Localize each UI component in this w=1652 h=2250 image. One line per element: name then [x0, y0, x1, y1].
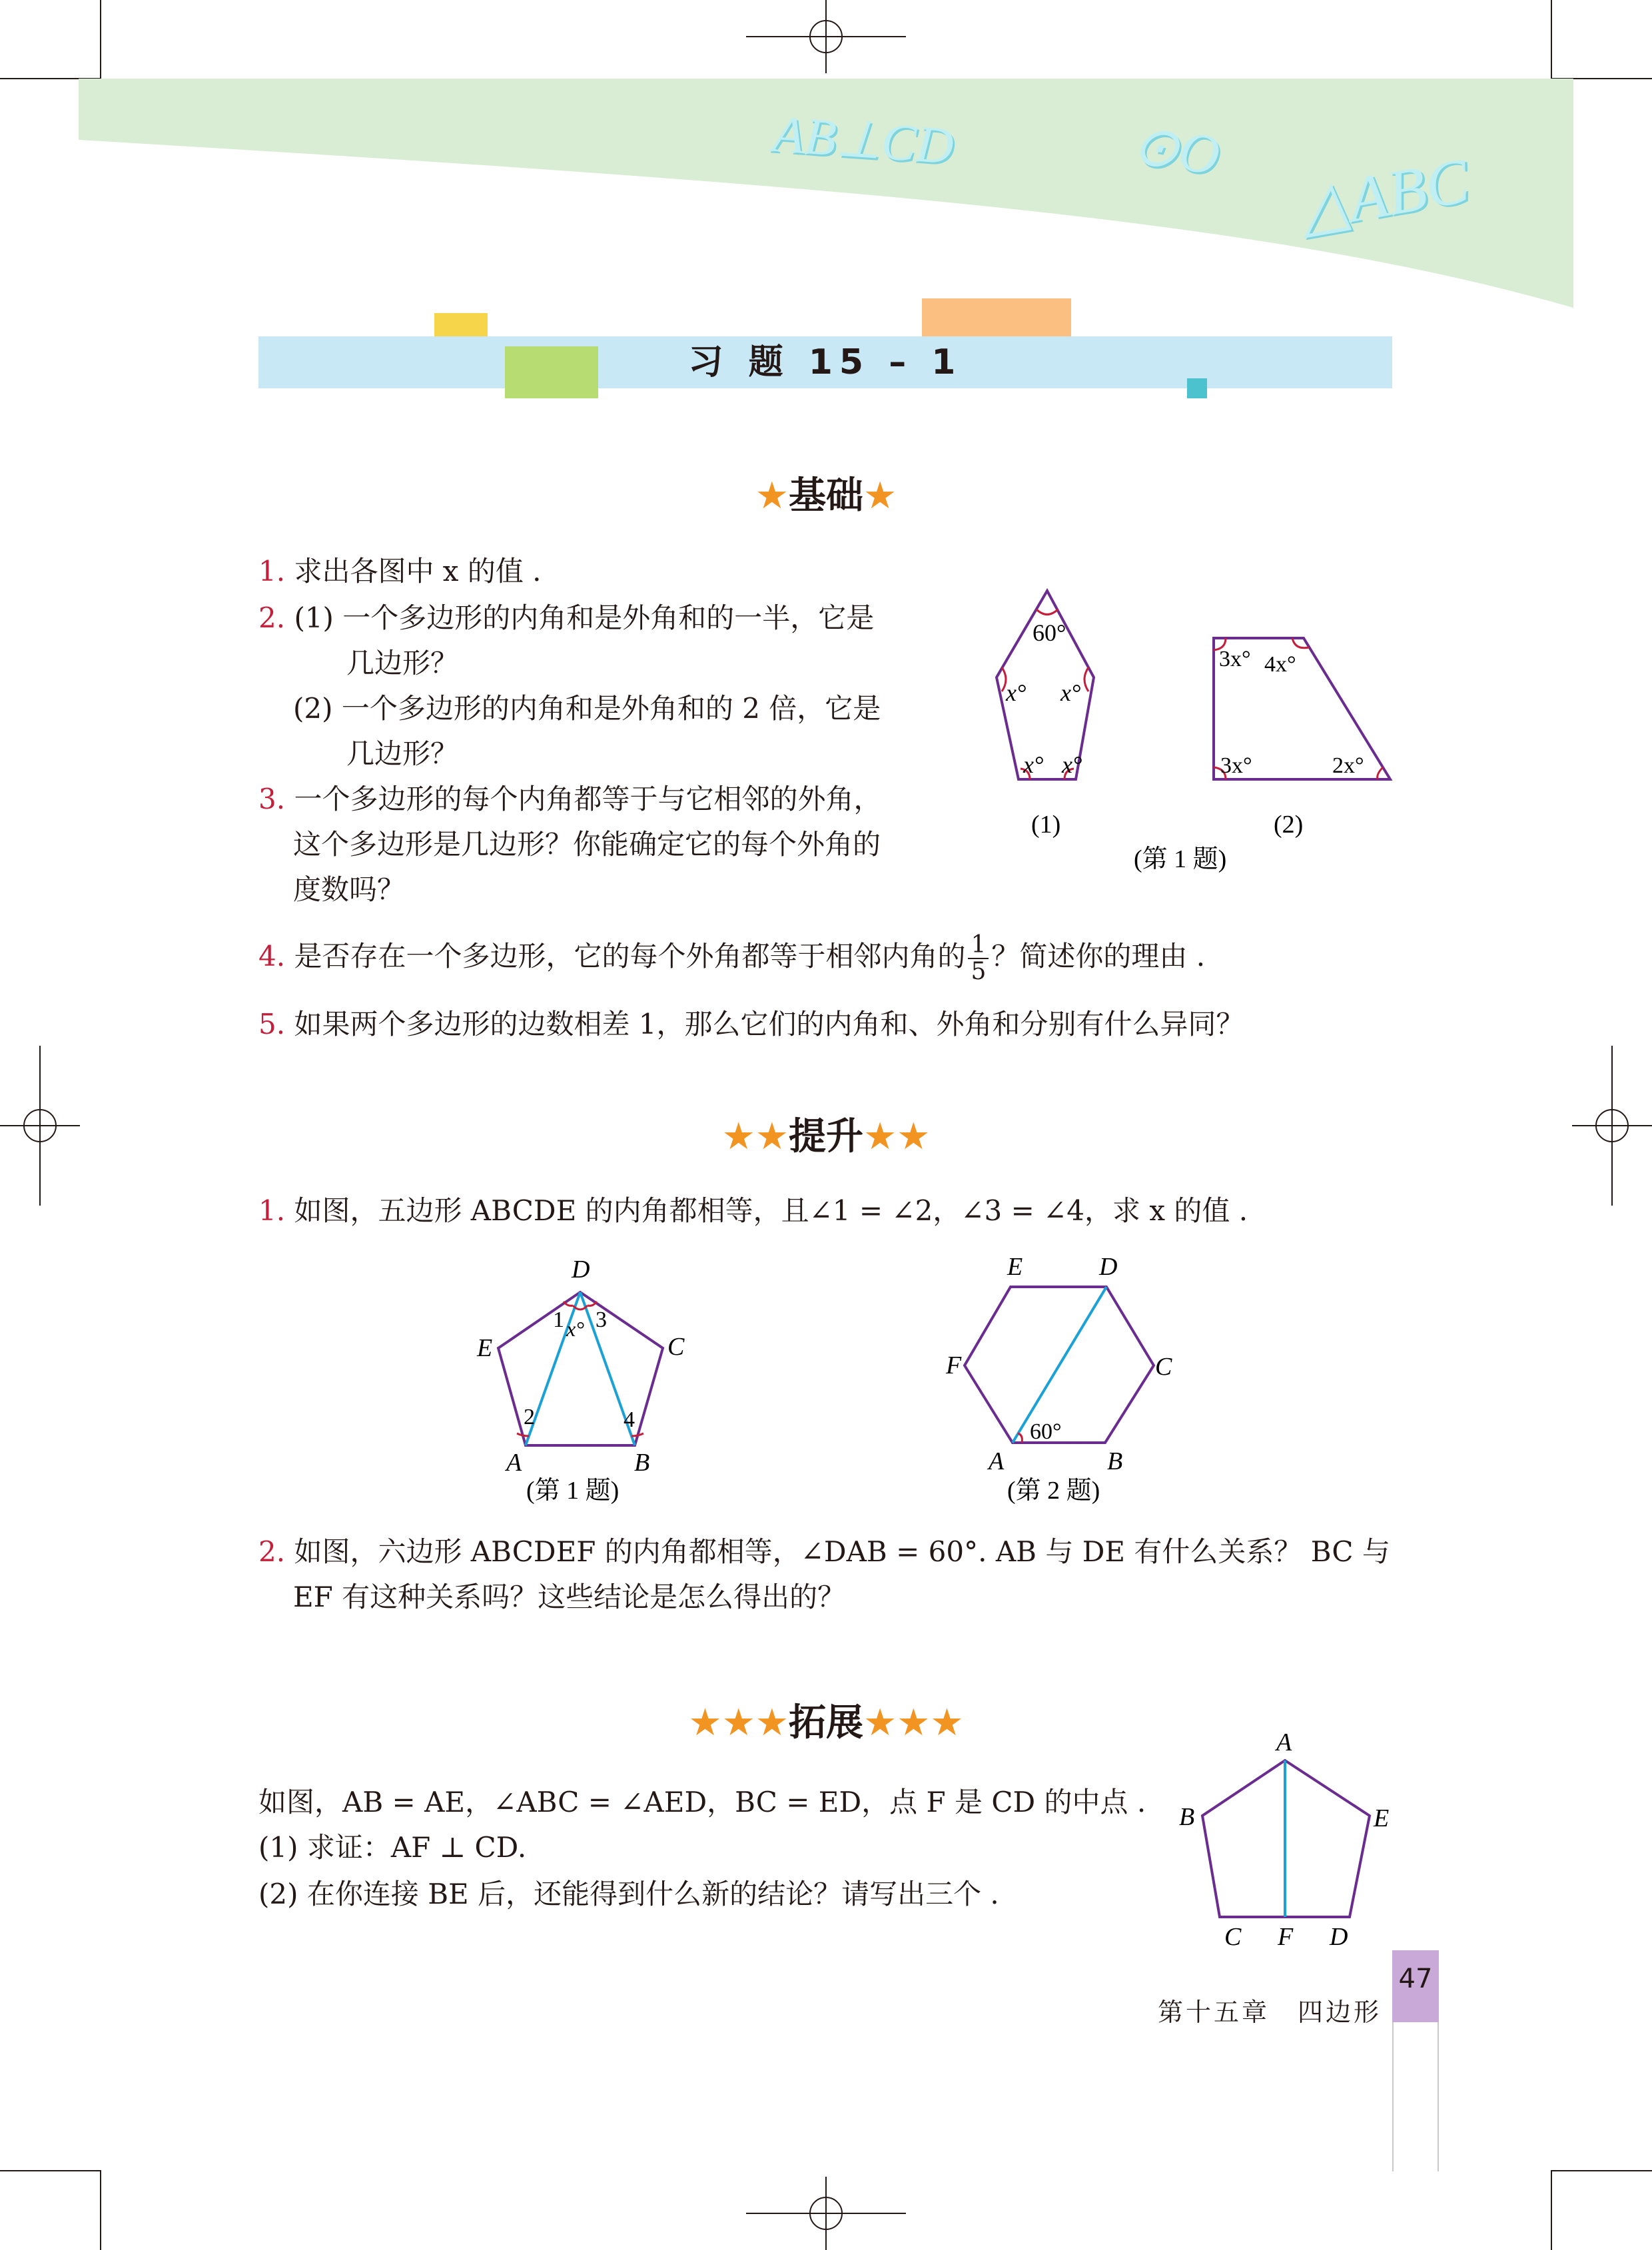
- problem-number: 3.: [258, 783, 286, 815]
- problem-text: 如果两个多边形的边数相差 1，那么它们的内角和、外角和分别有什么异同？: [294, 1008, 1244, 1040]
- problem-number: 4.: [258, 940, 286, 972]
- deco-block-orange: [922, 298, 1071, 337]
- deco-block-green: [505, 346, 598, 398]
- vertex-label: E: [1007, 1253, 1023, 1281]
- angle-arc: [564, 1302, 573, 1306]
- angle-label: 4x°: [1264, 652, 1296, 677]
- sub-label: (2): [1274, 811, 1304, 839]
- angle-label: 60°: [1030, 1419, 1062, 1444]
- vertex-label: D: [1099, 1253, 1118, 1281]
- page-edge-lines: [1392, 2022, 1439, 2171]
- angle-label: x°: [1060, 679, 1081, 706]
- star-icon: ★: [863, 474, 897, 518]
- fraction-numerator: 1: [968, 933, 989, 959]
- problem-basic-2b: (2) 一个多边形的内角和是外角和的 2 倍，它是: [293, 692, 881, 725]
- problem-basic-3-line3: 度数吗？: [293, 873, 406, 906]
- vertex-label: B: [634, 1449, 650, 1477]
- angle-arc: [588, 1302, 597, 1306]
- vertex-label: D: [1330, 1923, 1348, 1951]
- crop-mark: [1552, 2170, 1652, 2171]
- problem-advanced-2-line2: EF 有这种关系吗？这些结论是怎么得出的？: [293, 1581, 846, 1613]
- section-advanced-heading: [0, 1107, 1652, 1160]
- problem-basic-2a: [258, 601, 874, 635]
- figure-advanced-2: [933, 1246, 1199, 1505]
- vertex-label: C: [1224, 1923, 1242, 1951]
- registration-mark-bottom: [746, 2177, 906, 2250]
- angle-label: 3: [596, 1308, 607, 1332]
- figure-advanced-1: [466, 1252, 733, 1505]
- angle-label: 4: [623, 1407, 635, 1432]
- angle-label: 2: [524, 1405, 535, 1429]
- problem-number: 2.: [258, 601, 286, 634]
- problem-basic-4: [258, 933, 1205, 984]
- vertex-label: B: [1179, 1803, 1195, 1831]
- problem-text: (1) 一个多边形的内角和是外角和的一半，它是: [294, 601, 875, 634]
- angle-label: x°: [1006, 679, 1027, 706]
- star-icon: ★★: [863, 1115, 931, 1158]
- angle-label: 2x°: [1332, 753, 1364, 778]
- section-extension-label: 拓展: [789, 1701, 863, 1744]
- banner-deco-perpendicular: AB⊥CD: [771, 104, 956, 175]
- vertex-label: E: [1374, 1804, 1390, 1832]
- banner-deco-circle: ⊙O: [1128, 113, 1224, 187]
- problem-text: 如图，六边形 ABCDEF 的内角都相等，∠DAB = 60°. AB 与 DE 有什么关系？ BC 与: [294, 1535, 1390, 1568]
- fraction: [968, 933, 989, 984]
- figure-caption: (第 1 题): [1134, 845, 1227, 873]
- problem-number: 5.: [258, 1008, 286, 1040]
- problem-basic-2a-cont: 几边形？: [346, 647, 459, 679]
- crop-mark: [1551, 2170, 1552, 2250]
- angle-arc: [1378, 767, 1383, 779]
- angle-label: x°: [1062, 751, 1082, 778]
- problem-extension-q2: (2) 在你连接 BE 后，还能得到什么新的结论？请写出三个 .: [258, 1878, 999, 1910]
- vertex-label: A: [1276, 1728, 1292, 1756]
- problem-extension-q1: (1) 求证：AF ⊥ CD.: [258, 1831, 527, 1864]
- sub-label: (1): [1031, 811, 1061, 839]
- figure-extension: [1159, 1725, 1426, 1952]
- problem-advanced-2: [258, 1535, 1390, 1569]
- problem-text: 是否存在一个多边形，它的每个外角都等于相邻内角的: [294, 940, 966, 972]
- vertex-label: F: [946, 1351, 962, 1379]
- fraction-denominator: 5: [971, 958, 987, 985]
- problem-basic-1: [258, 554, 542, 589]
- problem-basic-3: [258, 782, 881, 817]
- problem-text-after: ？简述你的理由 .: [991, 940, 1206, 972]
- problem-advanced-1: [258, 1194, 1248, 1228]
- angle-label: x°: [566, 1317, 584, 1341]
- problem-number: 1.: [258, 1194, 286, 1227]
- angle-arc: [1084, 667, 1088, 691]
- deco-block-cyan: [1187, 378, 1207, 398]
- chapter-title: 第十五章 四边形: [1158, 1998, 1382, 2027]
- problem-text: 一个多边形的每个内角都等于与它相邻的外角，: [294, 783, 882, 815]
- vertex-label: E: [477, 1334, 493, 1362]
- angle-label: 1: [553, 1308, 564, 1332]
- star-icon: ★: [755, 474, 789, 518]
- title-bar: [258, 336, 1392, 388]
- section-advanced-label: 提升: [789, 1115, 863, 1158]
- exercise-title: 习 题 15 – 1: [688, 342, 963, 382]
- angle-label: 60°: [1032, 619, 1066, 646]
- section-basic-label: 基础: [789, 474, 863, 518]
- angle-arc: [1036, 609, 1058, 615]
- angle-label: 3x°: [1219, 647, 1251, 671]
- crop-mark: [100, 2170, 101, 2250]
- vertex-label: A: [989, 1447, 1005, 1475]
- figure-basic-1: [979, 579, 1406, 893]
- problem-number: 1.: [258, 555, 286, 587]
- angle-label: 3x°: [1220, 753, 1252, 778]
- problem-extension-intro: 如图，AB = AE，∠ABC = ∠AED，BC = ED，点 F 是 CD 的中点 .: [258, 1786, 1146, 1818]
- vertex-label: C: [1155, 1353, 1172, 1381]
- vertex-label: A: [506, 1449, 522, 1477]
- problem-basic-3-line2: 这个多边形是几边形？你能确定它的每个外角的: [293, 828, 881, 861]
- star-icon: ★★★: [688, 1701, 789, 1744]
- vertex-label: B: [1107, 1447, 1123, 1475]
- banner-deco-triangle: △ABC: [1294, 144, 1474, 244]
- vertex-label: D: [572, 1256, 590, 1284]
- figure-caption: (第 2 题): [1007, 1477, 1100, 1505]
- problem-basic-2b-cont: 几边形？: [346, 737, 459, 770]
- crop-mark: [0, 2170, 101, 2171]
- vertex-label: C: [667, 1333, 685, 1361]
- problem-text: 如图，五边形 ABCDE 的内角都相等，且∠1 = ∠2，∠3 = ∠4，求 x 的值 .: [294, 1194, 1248, 1227]
- star-icon: ★★: [721, 1115, 789, 1158]
- figure-caption: (第 1 题): [526, 1477, 620, 1505]
- angle-label: x°: [1023, 751, 1044, 778]
- section-basic-heading: [0, 466, 1652, 520]
- page-number: 47: [1398, 1964, 1433, 1994]
- problem-basic-5: [258, 1007, 1244, 1042]
- problem-number: 2.: [258, 1535, 286, 1568]
- problem-text: 求出各图中 x 的值 .: [294, 555, 542, 587]
- star-icon: ★★★: [863, 1701, 964, 1744]
- vertex-label: F: [1278, 1923, 1294, 1951]
